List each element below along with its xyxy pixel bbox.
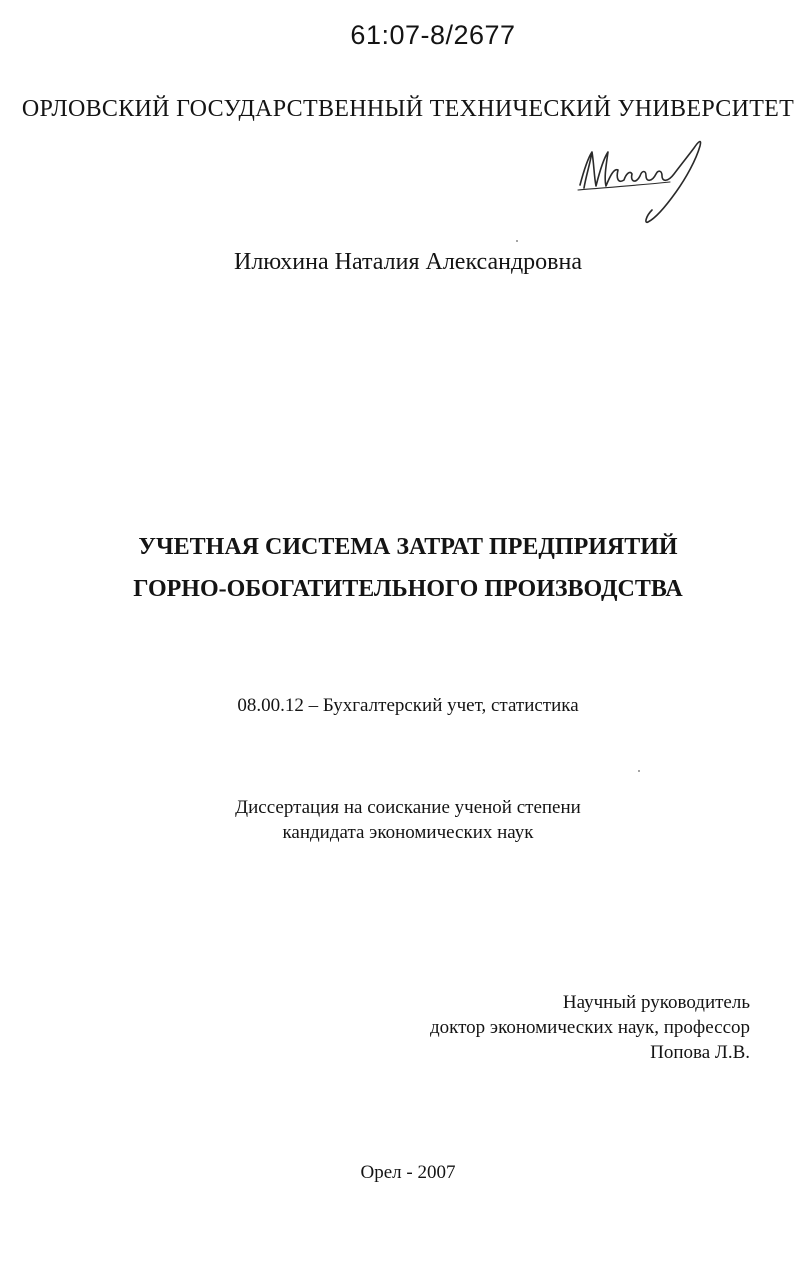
title-line-1: УЧЕТНАЯ СИСТЕМА ЗАТРАТ ПРЕДПРИЯТИЙ xyxy=(138,534,678,560)
scan-speck xyxy=(516,240,518,242)
supervisor-degree: доктор экономических наук, профессор xyxy=(429,1017,750,1038)
supervisor-name: Попова Л.В. xyxy=(650,1042,750,1063)
university-name: ОРЛОВСКИЙ ГОСУДАРСТВЕННЫЙ ТЕХНИЧЕСКИЙ УНИВЕРСИТЕТ xyxy=(21,96,795,122)
degree-statement-line-1: Диссертация на соискание ученой степени xyxy=(235,797,581,818)
scan-speck xyxy=(638,770,640,772)
city-year: Орел - 2007 xyxy=(360,1162,456,1183)
author-name: Илюхина Наталия Александровна xyxy=(233,249,582,275)
degree-statement xyxy=(0,795,796,845)
author-signature xyxy=(570,130,710,230)
archive-code: 61:07-8/2677 xyxy=(350,20,516,50)
supervisor-role: Научный руководитель xyxy=(562,992,750,1013)
degree-statement-line-2: кандидата экономических наук xyxy=(282,822,534,843)
specialty: 08.00.12 – Бухгалтерский учет, статистика xyxy=(237,695,579,716)
title-line-2: ГОРНО-ОБОГАТИТЕЛЬНОГО ПРОИЗВОДСТВА xyxy=(133,576,683,602)
supervisor-block xyxy=(430,990,750,1065)
dissertation-title xyxy=(0,526,796,610)
